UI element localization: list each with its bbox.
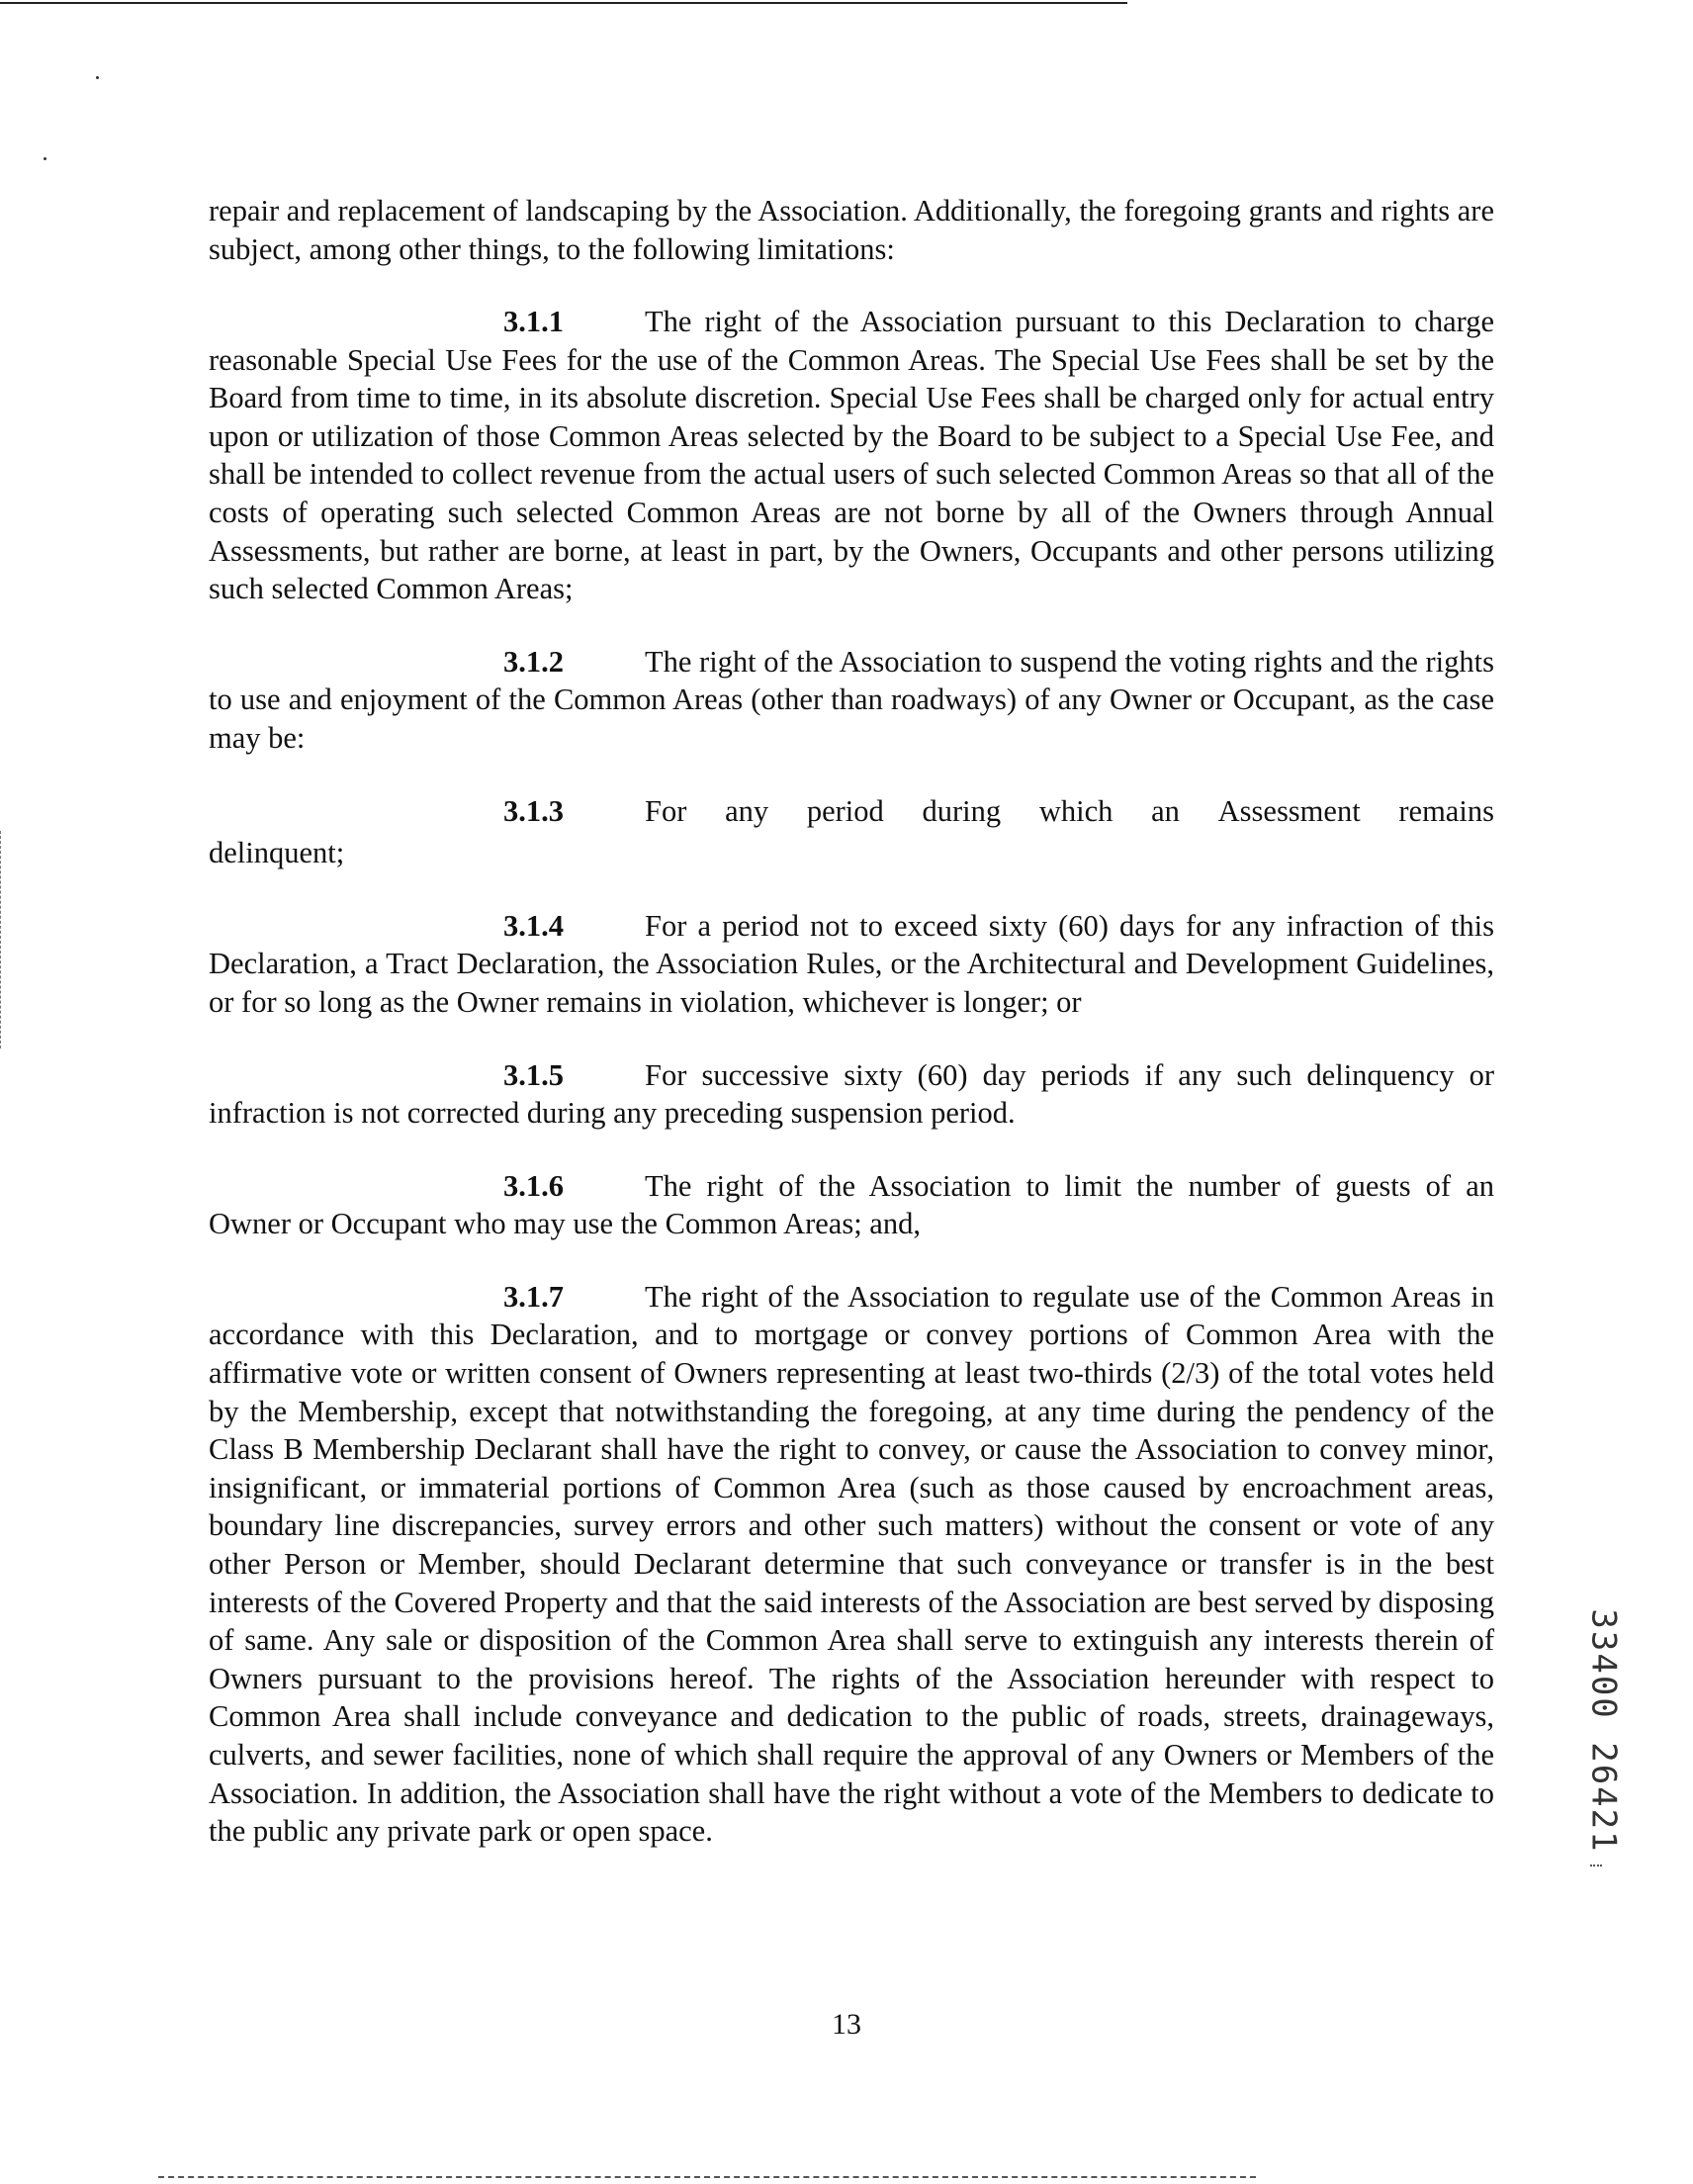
- section-number: 3.1.6: [503, 1168, 564, 1203]
- section-text: The right of the Association pursuant to this Declaration to charge reasonable Special Use Fees for the use of the Common Areas. The Special Use Fees shall be set by the Board from time to time, in its absolute discretion. Special Use Fees shall be charged only for actual entry upon or utilization of those Common Areas selected by the Board to be subject to a Special Use Fee, and shall be intended to collect revenue from the actual users of such selected Common Areas so that all of the costs of operating such selected Common Areas are not borne by all of the Owners through Annual Assessments, but rather are borne, at least in part, by the Owners, Occupants and other persons utilizing such selected Common Areas;: [209, 305, 1494, 606]
- document-sections: [209, 192, 1494, 1851]
- section-3-1-2: [209, 643, 1494, 758]
- intro-paragraph: repair and replacement of landscaping by the Association. Additionally, the foregoing grants and rights are subject, among other things, to the following limitations:: [209, 194, 1494, 266]
- scan-speck: [96, 76, 99, 79]
- section-3-1-5: [209, 1056, 1494, 1133]
- section-text: The right of the Association to regulate use of the Common Areas in accordance with this Declaration, and to mortgage or convey portions of Common Area with the affirmative vote or written consent of Owners representing at least two-thirds (2/3) of the total votes held by the Membership, except that notwithstanding the foregoing, at any time during the pendency of the Class B Membership Declarant shall have the right to convey, or cause the Association to convey minor, insignificant, or immaterial portions of Common Area (such as those caused by encroachment areas, boundary line discrepancies, survey errors and other such matters) without the consent or vote of any other Person or Member, should Declarant determine that such conveyance or transfer is in the best interests of the Covered Property and that the said interests of the Association are best served by disposing of same. Any sale or disposition of the Common Area shall serve to extinguish any interests therein of Owners pursuant to the provisions hereof. The rights of the Association hereunder with respect to Common Area shall include conveyance and dedication to the public of roads, streets, drainageways, culverts, and sewer facilities, none of which shall require the approval of any Owners or Members of the Association. In addition, the Association shall have the right without a vote of the Members to dedicate to the public any private park or open space.: [209, 1279, 1494, 1849]
- section-3-1-1: [209, 303, 1494, 608]
- section-number: 3.1.2: [503, 644, 564, 679]
- section-3-1-4: [209, 907, 1494, 1022]
- page-number: 13: [832, 2008, 861, 2041]
- section-number: 3.1.1: [503, 305, 564, 338]
- scan-bottom-edge: [158, 2176, 1256, 2179]
- section-number: 3.1.3: [503, 793, 564, 828]
- section-3-1-6: [209, 1167, 1494, 1243]
- section-number: 3.1.7: [503, 1279, 564, 1314]
- section-text: For any period during which an Assessment remains: [645, 793, 1494, 828]
- scan-top-edge: [0, 2, 1127, 4]
- stamp-dots: [1590, 1865, 1602, 1868]
- section-text: For successive sixty (60) day periods if any such delinquency or infraction is not corrected during any preceding suspension period.: [209, 1057, 1494, 1131]
- recording-stamp-text: 33400 26421: [1584, 1608, 1625, 1854]
- section-text: The right of the Association to limit the number of guests of an Owner or Occupant who may use the Common Areas; and,: [209, 1168, 1494, 1241]
- section-continuation: delinquent;: [209, 836, 345, 870]
- recording-stamp: [1584, 1597, 1624, 1865]
- section-number: 3.1.4: [503, 908, 564, 943]
- section-3-1-3: [209, 792, 1494, 872]
- section-text: The right of the Association to suspend the voting rights and the rights to use and enjoyment of the Common Areas (other than roadways) of any Owner or Occupant, as the case may be:: [209, 644, 1494, 755]
- scan-left-edge: [0, 831, 3, 1048]
- section-text: For a period not to exceed sixty (60) days for any infraction of this Declaration, a Tract Declaration, the Association Rules, or the Architectural and Development Guidelines, or for so long as the Owner remains in violation, whichever is longer; or: [209, 908, 1494, 1019]
- section-number: 3.1.5: [503, 1057, 564, 1092]
- scan-speck: [44, 157, 46, 160]
- section-3-1-7: [209, 1278, 1494, 1851]
